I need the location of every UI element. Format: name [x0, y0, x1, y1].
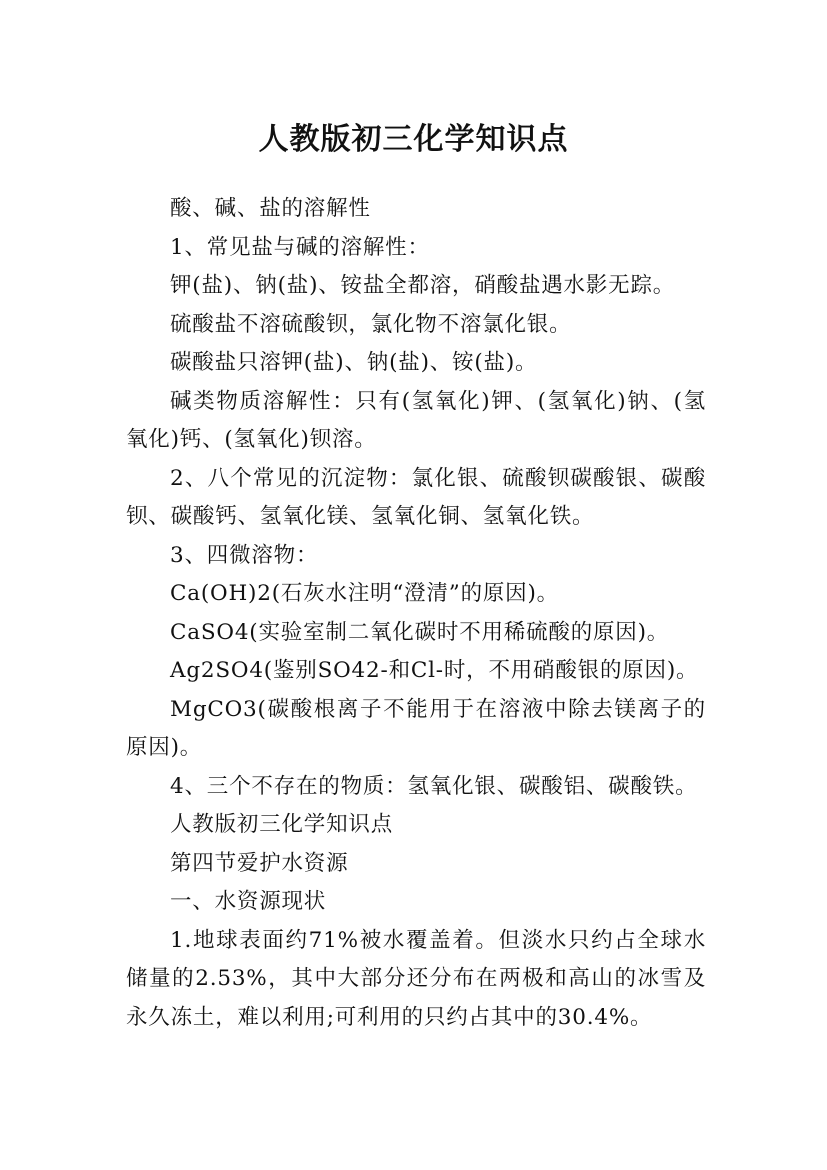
- paragraph-water-status-heading: 一、水资源现状: [170, 889, 327, 914]
- paragraph-water-protection-section: 第四节爱护水资源: [170, 850, 349, 876]
- paragraph-magnesium-carbonate: MgCO3(碳酸根离子不能用于在溶液中除去镁离子的原因)。: [126, 696, 706, 760]
- paragraph-salt-base-solubility: 1、常见盐与碱的溶解性：: [170, 234, 430, 260]
- paragraph-sulfate-chloride: 硫酸盐不溶硫酸钡，氯化物不溶氯化银。: [170, 311, 572, 337]
- paragraph-precipitates: 2、八个常见的沉淀物：氯化银、硫酸钡碳酸银、碳酸钡、碳酸钙、氢氧化镁、氢氧化铜、氢氧化铁。: [126, 465, 706, 529]
- paragraph-potassium-sodium-ammonium: 钾(盐)、钠(盐)、铵盐全都溶，硝酸盐遇水影无踪。: [170, 273, 676, 298]
- paragraph-base-solubility: 碱类物质溶解性：只有(氢氧化)钾、(氢氧化)钠、(氢氧化)钙、(氢氧化)钡溶。: [126, 388, 706, 452]
- paragraph-solubility-heading: 酸、碱、盐的溶解性: [170, 196, 371, 221]
- paragraph-slightly-soluble-heading: 3、四微溶物：: [170, 542, 319, 568]
- document-title: 人教版初三化学知识点: [258, 122, 569, 158]
- paragraph-silver-sulfate: Ag2SO4(鉴别SO42-和Cl-时，不用硝酸银的原因)。: [170, 658, 699, 683]
- paragraph-nonexistent-substances: 4、三个不存在的物质：氢氧化银、碳酸铝、碳酸铁。: [170, 773, 698, 799]
- paragraph-earth-water-coverage: 1.地球表面约71%被水覆盖着。但淡水只约占全球水储量的2.53%，其中大部分还分布在两极和高山的冰雪及永久冻土，难以利用;可利用的只约占其中的30.4%。: [126, 927, 706, 1030]
- paragraph-carbonate: 碳酸盐只溶钾(盐)、钠(盐)、铵(盐)。: [170, 350, 538, 375]
- document-body: [126, 190, 706, 1037]
- paragraph-calcium-hydroxide: Ca(OH)2(石灰水注明“澄清”的原因)。: [170, 581, 559, 606]
- paragraph-section-title: 人教版初三化学知识点: [170, 812, 394, 837]
- paragraph-calcium-sulfate: CaSO4(实验室制二氧化碳时不用稀硫酸的原因)。: [170, 619, 670, 645]
